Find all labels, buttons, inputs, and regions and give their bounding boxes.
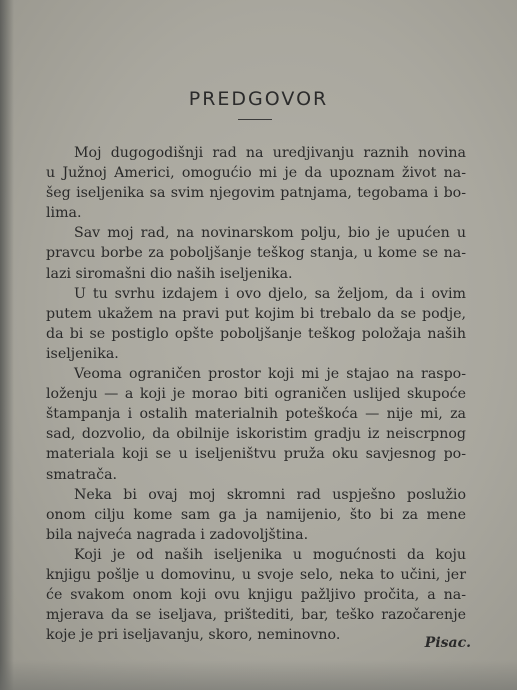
text-line: da bi se postiglo opšte poboljšanje teškog položaja naših (46, 325, 466, 342)
paragraph-2 (46, 223, 466, 283)
text-line: Moj dugogodišnji rad na uredjivanju raznih novina (74, 145, 466, 161)
text-line: će svakom onom koji ovu knjigu pažljivo pročita, a na- (46, 587, 466, 604)
signature: Pisac. (424, 635, 471, 651)
text-line: Neka bi ovaj moj skromni rad uspješno poslužio (74, 486, 466, 503)
paragraph-3 (46, 284, 466, 364)
title-rule (238, 119, 272, 120)
text-line: Veoma ograničen prostor koji mi je stajao na raspo- (74, 366, 466, 383)
text-line: U tu svrhu izdajem i ovo djelo, sa željom, da i ovim (74, 285, 466, 302)
paragraph-6 (46, 545, 466, 645)
text-line: putem ukažem na pravi put kojim bi trebalo da se podje, (46, 305, 466, 322)
text-line: štampanja i ostalih materialnih poteškoća — nije mi, za (46, 406, 466, 423)
text-line: koje je pri iseljavanju, skoro, neminovno. (46, 627, 341, 644)
text-line: mjerava da se iseljava, prištediti, bar, teško razočarenje (46, 607, 466, 624)
text-line: lima. (46, 205, 82, 222)
text-line: smatrača. (46, 466, 118, 483)
text-line: iseljenika. (46, 345, 119, 362)
page-title: PREDGOVOR (188, 88, 329, 110)
text-line: Sav moj rad, na novinarskom polju, bio je upućen u (74, 225, 466, 242)
text-line: materiala koji se u iseljeništvu pruža oku savjesnog po- (46, 446, 466, 463)
page-bottom-shadow (0, 660, 517, 690)
text-line: bila najveća nagrada i zadovoljština. (46, 526, 309, 543)
paragraph-4 (46, 364, 466, 485)
text-line: knjigu pošlje u domovinu, u svoje selo, neka to učini, jer (46, 566, 466, 583)
text-line: u Južnoj Americi, omogućio mi je da upoznam život na- (46, 165, 466, 182)
text-line: Koji je od naših iseljenika u mogućnosti da koju (74, 546, 466, 563)
text-line: pravcu borbe za poboljšanje teškog stanja, u kome se na- (46, 245, 466, 262)
paragraph-5 (46, 485, 466, 545)
text-line: šeg iseljenika sa svim njegovim patnjama, tegobama i bo- (46, 185, 466, 202)
text-line: onom cilju kome sam ga ja namijenio, što bi za mene (46, 506, 466, 523)
text-line: lazi siromašni dio naših iseljenika. (46, 265, 293, 282)
paragraph-1 (46, 143, 466, 223)
text-line: loženju — a koji je morao biti ograničen uslijed skupoće (46, 386, 466, 403)
body-text (46, 143, 466, 645)
text-line: sad, dozvolio, da obilnije iskoristim gradju iz neiscrpnog (46, 426, 466, 443)
